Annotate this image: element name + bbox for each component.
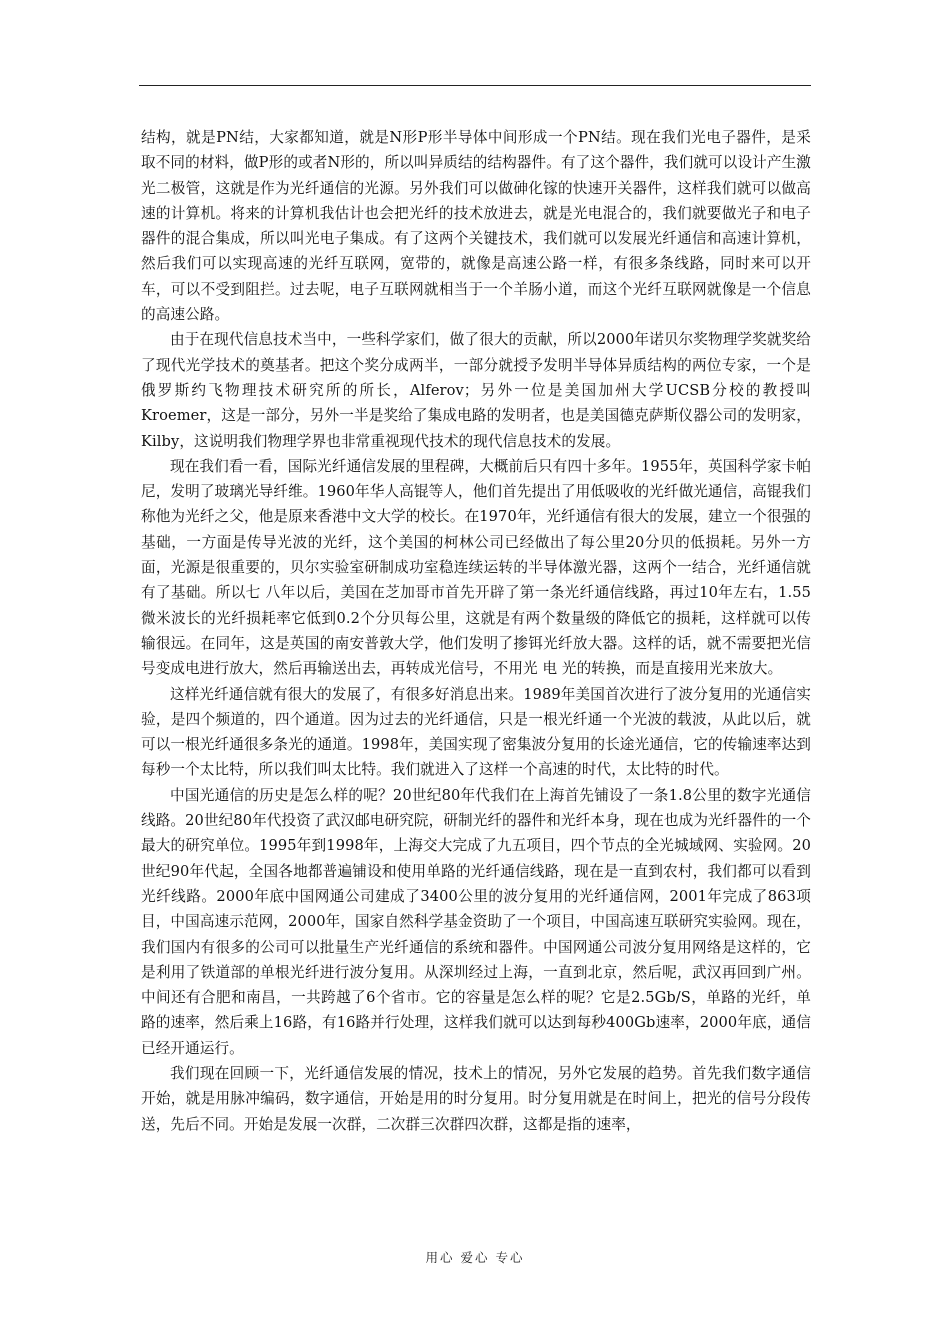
header-rule	[139, 85, 811, 86]
paragraph-2: 由于在现代信息技术当中，一些科学家们，做了很大的贡献，所以2000年诺贝尔奖物理学奖就奖给了现代光学技术的奠基者。把这个奖分成两半，一部分就授予发明半导体异质结构的两位专家，一个是俄罗斯约飞物理技术研究所的所长，Alferov；另外一位是美国加州大学UCSB分校的教授叫Kroemer，这是一部分，另外一半是奖给了集成电路的发明者，也是美国德克萨斯仪器公司的发明家，Kilby，这说明我们物理学界也非常重视现代技术的现代信息技术的发展。	[141, 331, 811, 450]
paragraph-6: 我们现在回顾一下，光纤通信发展的情况，技术上的情况，另外它发展的趋势。首先我们数字通信开始，就是用脉冲编码，数字通信，开始是用的时分复用。时分复用就是在时间上，把光的信号分段传送，先后不同。开始是发展一次群，二次群三次群四次群，这都是指的速率，	[141, 1064, 811, 1133]
paragraph-3: 现在我们看一看，国际光纤通信发展的里程碑，大概前后只有四十多年。1955年，英国科学家卡帕尼，发明了玻璃光导纤维。1960年华人高锟等人，他们首先提出了用低吸收的光纤做光通信，高锟我们称他为光纤之父，他是原来香港中文大学的校长。在1970年，光纤通信有很大的发展，建立一个很强的基础，一方面是传导光波的光纤，这个美国的柯林公司已经做出了每公里20分贝的低损耗。另外一方面，光源是很重要的，贝尔实验室研制成功室稳连续运转的半导体激光器，这两个一结合，光纤通信就有了基础。所以七 八年以后，美国在芝加哥市首先开辟了第一条光纤通信线路，再过10年左右，1.55微米波长的光纤损耗率它低到0.2个分贝每公里，这就是有两个数量级的降低它的损耗，这样就可以传输很远。在同年，这是英国的南安普敦大学，他们发明了掺铒光纤放大器。这样的话，就不需要把光信号变成电进行放大，然后再输送出去，再转成光信号，不用光 电 光的转换，而是直接用光来放大。	[141, 457, 811, 678]
page-body	[141, 125, 811, 1137]
paragraph-1: 结构，就是PN结，大家都知道，就是N形P形半导体中间形成一个PN结。现在我们光电子器件，是采取不同的材料，做P形的或者N形的，所以叫异质结的结构器件。有了这个器件，我们就可以设计产生激光二极管，这就是作为光纤通信的光源。另外我们可以做砷化镓的快速开关器件，这样我们就可以做高速的计算机。将来的计算机我估计也会把光纤的技术放进去，就是光电混合的，我们就要做光子和电子器件的混合集成，所以叫光电子集成。有了这两个关键技术，我们就可以发展光纤通信和高速计算机，然后我们可以实现高速的光纤互联网，宽带的，就像是高速公路一样，有很多条线路，同时来可以开车，可以不受到阻拦。过去呢，电子互联网就相当于一个羊肠小道，而这个光纤互联网就像是一个信息的高速公路。	[141, 129, 811, 324]
page-footer: 用心 爱心 专心	[425, 1250, 525, 1265]
paragraph-5: 中国光通信的历史是怎么样的呢？20世纪80年代我们在上海首先铺设了一条1.8公里的数字光通信线路。20世纪80年代投资了武汉邮电研究院，研制光纤的器件和光纤本身，现在也成为光纤器件的一个最大的研究单位。1995年到1998年，上海交大完成了九五项目，四个节点的全光城域网、实验网。20世纪90年代起，全国各地都普遍铺设和使用单路的光纤通信线路，现在是一直到农村，我们都可以看到光纤线路。2000年底中国网通公司建成了3400公里的波分复用的光纤通信网，2001年完成了863项目，中国高速示范网，2000年，国家自然科学基金资助了一个项目，中国高速互联研究实验网。现在，我们国内有很多的公司可以批量生产光纤通信的系统和器件。中国网通公司波分复用网络是这样的，它是利用了铁道部的单根光纤进行波分复用。从深圳经过上海，一直到北京，然后呢，武汉再回到广州。中间还有合肥和南昌，一共跨越了6个省市。它的容量是怎么样的呢？它是2.5Gb/S，单路的光纤，单路的速率，然后乘上16路，有16路并行处理，这样我们就可以达到每秒400Gb速率，2000年底，通信已经开通运行。	[141, 786, 811, 1057]
paragraph-4: 这样光纤通信就有很大的发展了，有很多好消息出来。1989年美国首次进行了波分复用的光通信实验，是四个频道的，四个通道。因为过去的光纤通信，只是一根光纤通一个光波的载波，从此以后，就可以一根光纤通很多条光的通道。1998年，美国实现了密集波分复用的长途光通信，它的传输速率达到每秒一个太比特，所以我们叫太比特。我们就进入了这样一个高速的时代，太比特的时代。	[141, 685, 811, 779]
